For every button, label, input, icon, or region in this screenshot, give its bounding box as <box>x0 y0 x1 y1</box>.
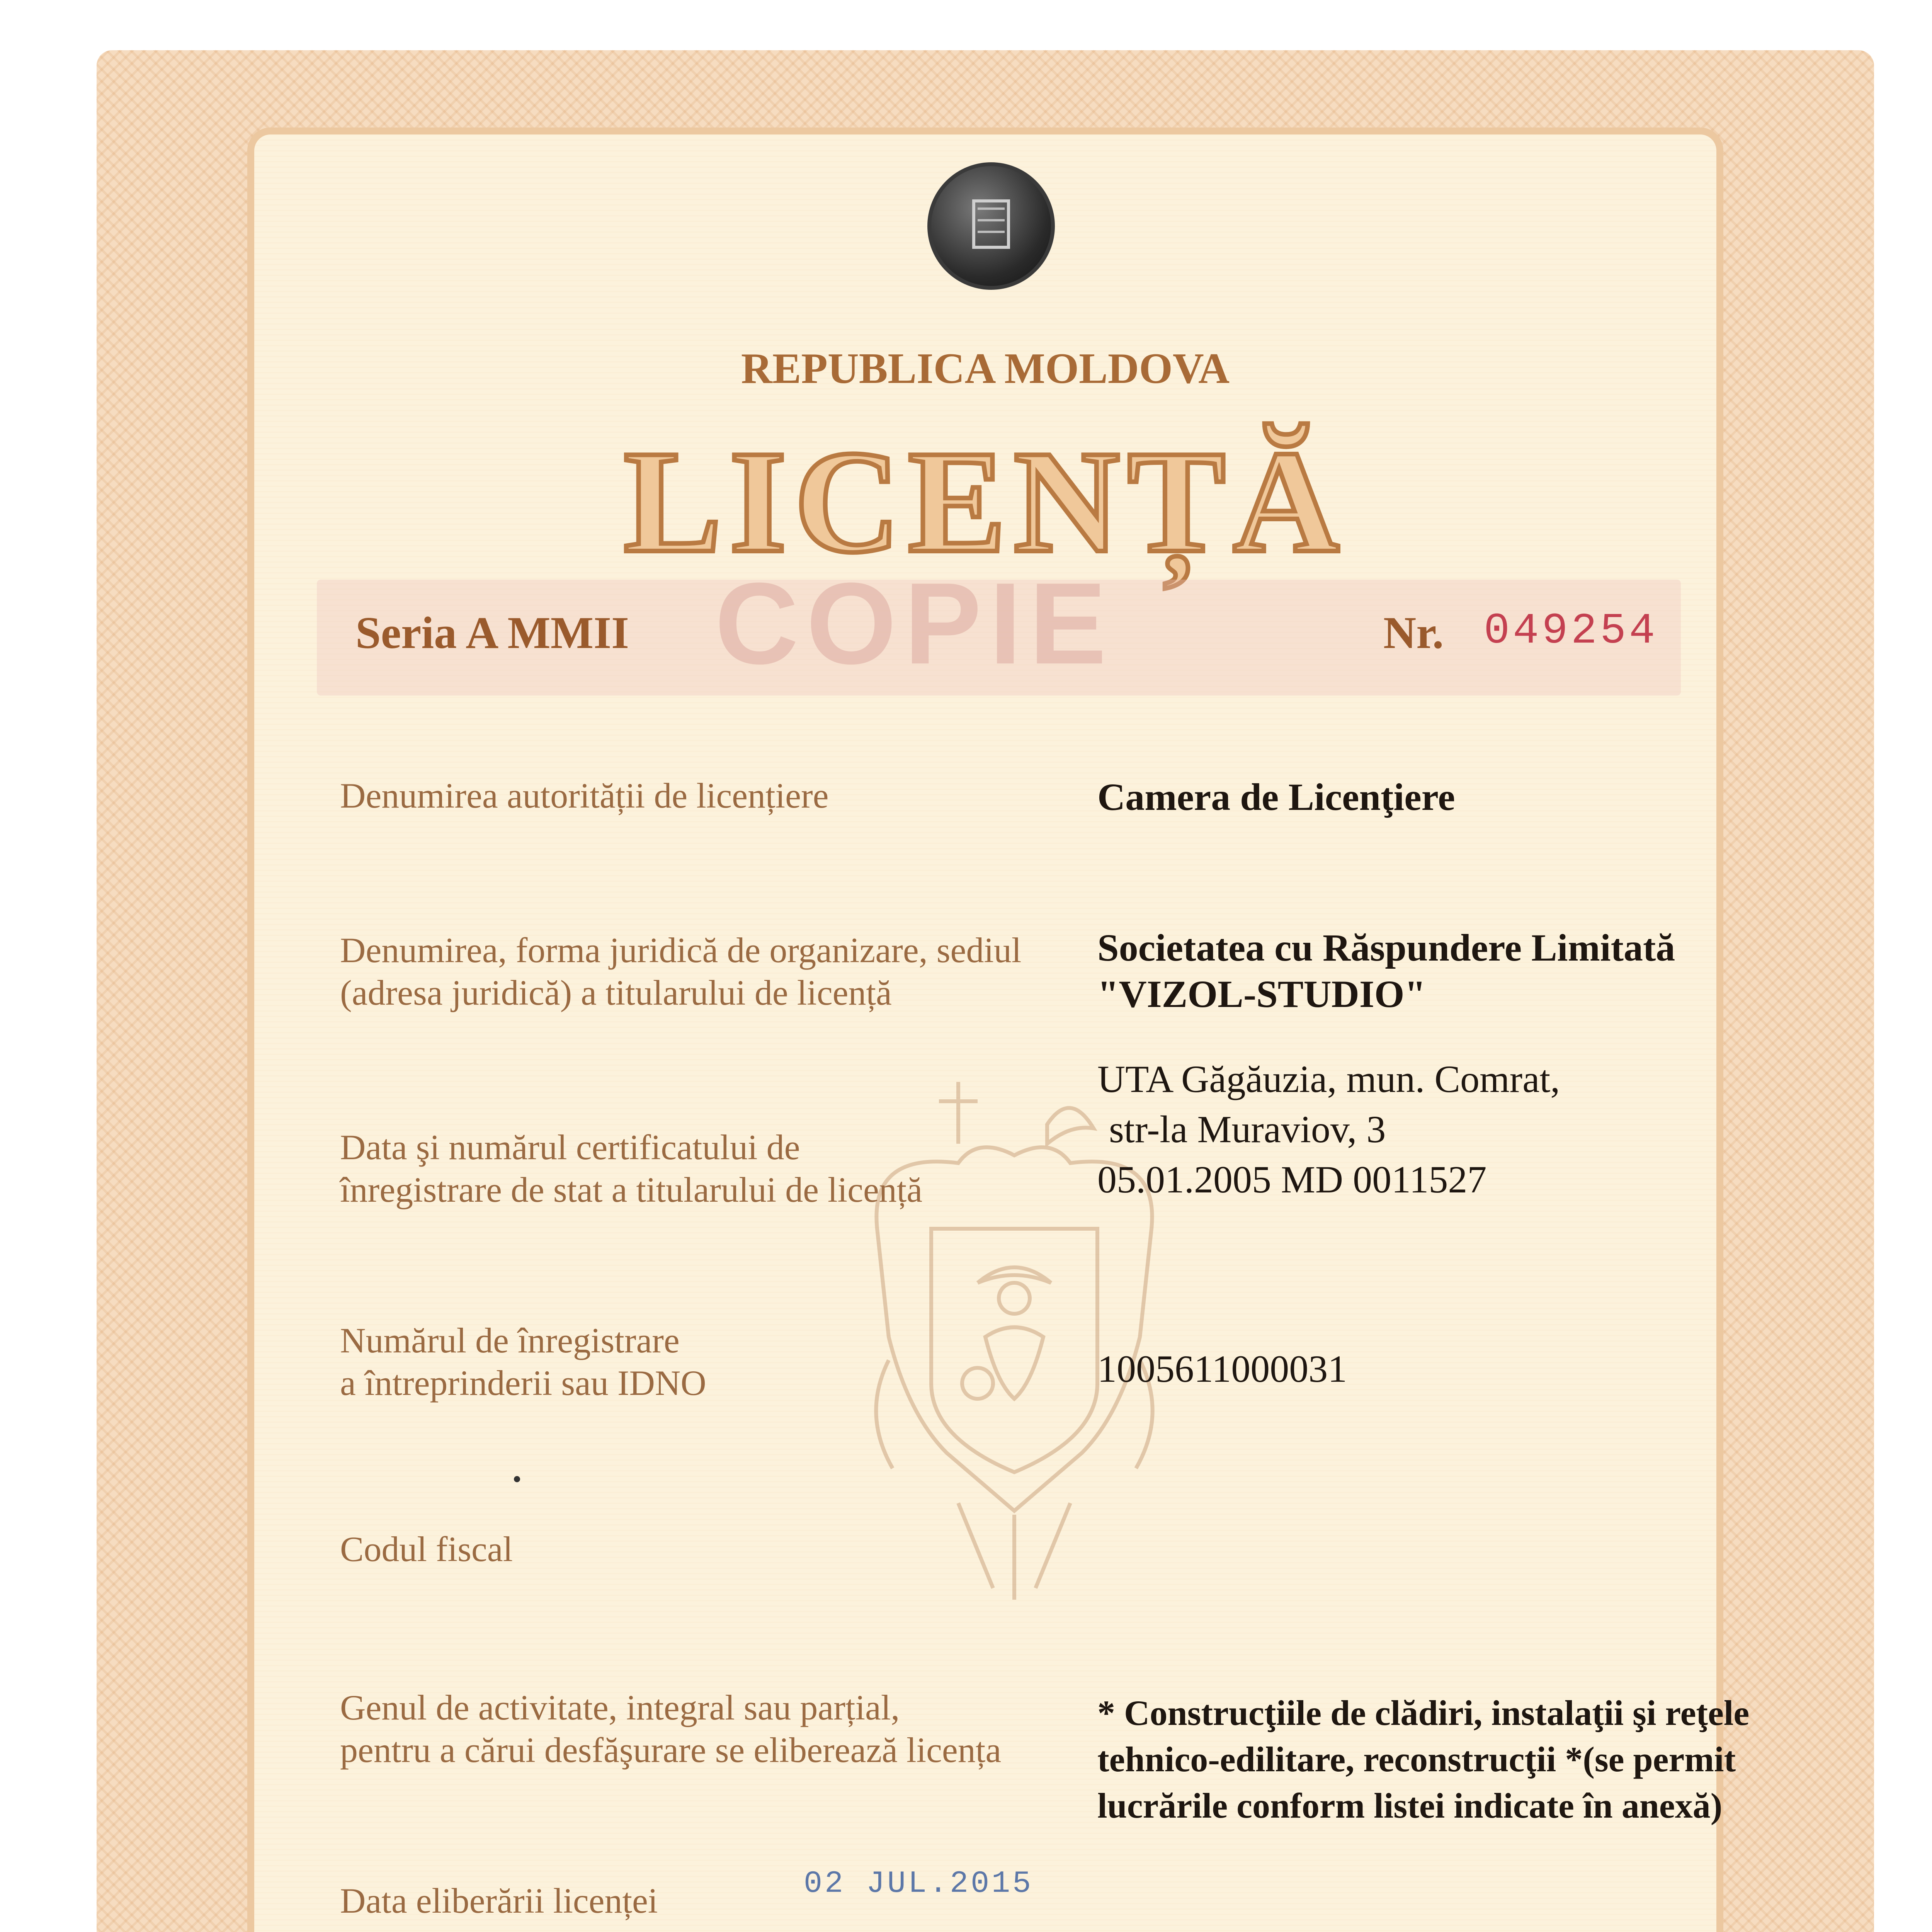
certificate-value: 05.01.2005 MD 0011527 <box>1097 1158 1487 1201</box>
certificate-label-line1: Data şi numărul certificatului de <box>340 1128 800 1167</box>
holder-label-line1: Denumirea, forma juridică de organizare, sediul <box>340 930 1022 970</box>
copy-watermark: COPIE <box>715 558 1114 688</box>
activity-label-line2: pentru a cărui desfăşurare se eliberează licența <box>340 1730 1002 1770</box>
idno-label-line1: Numărul de înregistrare <box>340 1321 680 1360</box>
activity-label-line1: Genul de activitate, integral sau parțial, <box>340 1688 900 1727</box>
document-body <box>247 128 1723 1932</box>
dot-mark <box>514 1476 520 1482</box>
license-number: 049254 <box>1484 607 1658 656</box>
issue-date-label: Data eliberării licenței <box>340 1881 658 1920</box>
certificate-label-line2: înregistrare de stat a titularului de licență <box>340 1170 923 1209</box>
activity-value-line2: tehnico-edilitare, reconstrucţii *(se permit <box>1097 1740 1736 1779</box>
idno-value: 1005611000031 <box>1097 1347 1347 1390</box>
fiscal-code-label: Codul fiscal <box>340 1529 513 1569</box>
authority-value: Camera de Licenţiere <box>1097 776 1455 818</box>
issue-date-stamp: 02 JUL.2015 <box>804 1866 1034 1901</box>
authority-label: Denumirea autorității de licențiere <box>340 776 829 815</box>
address-line1: UTA Găgăuzia, mun. Comrat, <box>1097 1058 1560 1100</box>
series-label: Seria A MMII <box>355 607 629 658</box>
document-title: LICENȚĂ <box>624 420 1347 583</box>
holder-value-line2: "VIZOL-STUDIO" <box>1097 973 1426 1015</box>
activity-value-line1: * Construcţiile de clădiri, instalaţii şi reţele <box>1097 1693 1750 1733</box>
hologram-seal <box>927 162 1055 290</box>
country-name: REPUBLICA MOLDOVA <box>741 345 1230 393</box>
holder-label-line2: (adresa juridică) a titularului de licență <box>340 973 892 1012</box>
address-line2: str-la Muraviov, 3 <box>1109 1108 1386 1151</box>
number-label: Nr. <box>1383 607 1444 658</box>
idno-label-line2: a întreprinderii sau IDNO <box>340 1363 706 1403</box>
holder-value-line1: Societatea cu Răspundere Limitată <box>1097 926 1675 969</box>
activity-value-line3: lucrările conform listei indicate în anexă) <box>1097 1786 1723 1825</box>
